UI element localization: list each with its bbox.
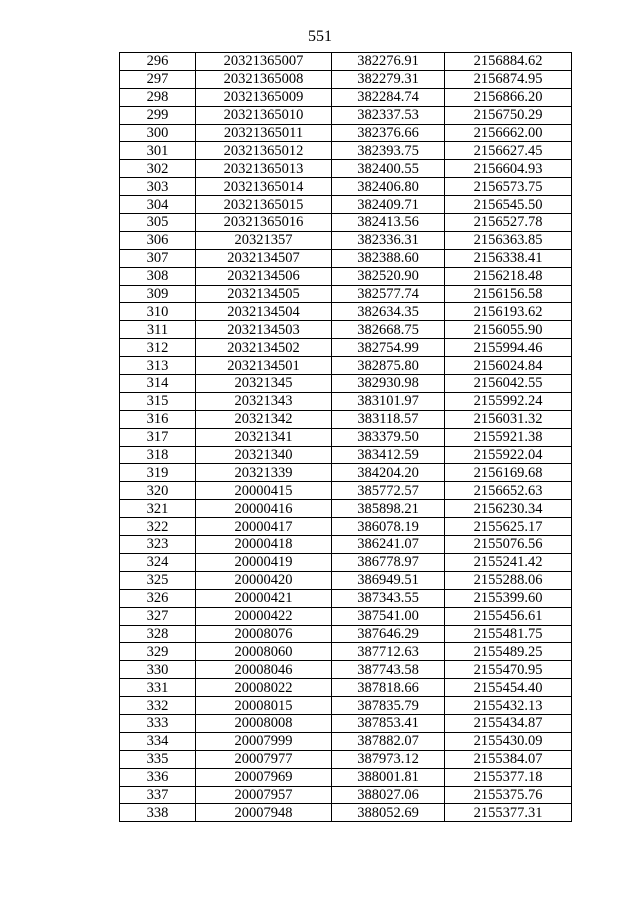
- table-row: [120, 446, 572, 464]
- point-id-cell: 20321357: [196, 231, 332, 249]
- y-coordinate-cell: 2156031.32: [445, 410, 572, 428]
- y-coordinate-cell: 2156338.41: [445, 249, 572, 267]
- y-coordinate-cell: 2156193.62: [445, 303, 572, 321]
- y-coordinate-cell: 2155241.42: [445, 553, 572, 571]
- x-coordinate-cell: 388001.81: [332, 768, 445, 786]
- point-id-cell: 20321365013: [196, 160, 332, 178]
- table-row: [120, 518, 572, 536]
- point-id-cell: 2032134501: [196, 357, 332, 375]
- table-row: [120, 214, 572, 232]
- point-number-cell: 296: [120, 53, 196, 71]
- y-coordinate-cell: 2156604.93: [445, 160, 572, 178]
- point-number-cell: 311: [120, 321, 196, 339]
- y-coordinate-cell: 2156866.20: [445, 88, 572, 106]
- x-coordinate-cell: 387541.00: [332, 607, 445, 625]
- x-coordinate-cell: 382875.80: [332, 357, 445, 375]
- x-coordinate-cell: 382520.90: [332, 267, 445, 285]
- table-row: [120, 53, 572, 71]
- point-id-cell: 20321365008: [196, 70, 332, 88]
- point-id-cell: 2032134504: [196, 303, 332, 321]
- point-id-cell: 20008008: [196, 714, 332, 732]
- y-coordinate-cell: 2156169.68: [445, 464, 572, 482]
- table-row: [120, 553, 572, 571]
- page-number: 551: [308, 28, 332, 45]
- point-id-cell: 20007957: [196, 786, 332, 804]
- point-number-cell: 324: [120, 553, 196, 571]
- x-coordinate-cell: 386241.07: [332, 536, 445, 554]
- x-coordinate-cell: 382754.99: [332, 339, 445, 357]
- y-coordinate-cell: 2155470.95: [445, 661, 572, 679]
- table-row: [120, 160, 572, 178]
- y-coordinate-cell: 2155922.04: [445, 446, 572, 464]
- y-coordinate-cell: 2156230.34: [445, 500, 572, 518]
- point-number-cell: 307: [120, 249, 196, 267]
- y-coordinate-cell: 2155992.24: [445, 392, 572, 410]
- x-coordinate-cell: 382336.31: [332, 231, 445, 249]
- point-id-cell: 20008060: [196, 643, 332, 661]
- table-row: [120, 106, 572, 124]
- point-number-cell: 309: [120, 285, 196, 303]
- table-row: [120, 392, 572, 410]
- y-coordinate-cell: 2155076.56: [445, 536, 572, 554]
- table-row: [120, 786, 572, 804]
- y-coordinate-cell: 2155377.18: [445, 768, 572, 786]
- table-row: [120, 679, 572, 697]
- point-id-cell: 20000420: [196, 571, 332, 589]
- point-number-cell: 333: [120, 714, 196, 732]
- point-id-cell: 2032134506: [196, 267, 332, 285]
- y-coordinate-cell: 2155921.38: [445, 428, 572, 446]
- point-number-cell: 310: [120, 303, 196, 321]
- y-coordinate-cell: 2156218.48: [445, 267, 572, 285]
- point-id-cell: 20000415: [196, 482, 332, 500]
- point-id-cell: 20000416: [196, 500, 332, 518]
- x-coordinate-cell: 382668.75: [332, 321, 445, 339]
- x-coordinate-cell: 388027.06: [332, 786, 445, 804]
- point-id-cell: 20321365009: [196, 88, 332, 106]
- y-coordinate-cell: 2155454.40: [445, 679, 572, 697]
- point-number-cell: 329: [120, 643, 196, 661]
- table-row: [120, 196, 572, 214]
- y-coordinate-cell: 2155288.06: [445, 571, 572, 589]
- point-id-cell: 20321340: [196, 446, 332, 464]
- point-number-cell: 305: [120, 214, 196, 232]
- y-coordinate-cell: 2155456.61: [445, 607, 572, 625]
- y-coordinate-cell: 2155399.60: [445, 589, 572, 607]
- y-coordinate-cell: 2155481.75: [445, 625, 572, 643]
- table-row: [120, 661, 572, 679]
- point-number-cell: 314: [120, 375, 196, 393]
- point-number-cell: 331: [120, 679, 196, 697]
- point-id-cell: 20008015: [196, 697, 332, 715]
- x-coordinate-cell: 382376.66: [332, 124, 445, 142]
- y-coordinate-cell: 2156055.90: [445, 321, 572, 339]
- point-id-cell: 20321345: [196, 375, 332, 393]
- table-row: [120, 142, 572, 160]
- y-coordinate-cell: 2156545.50: [445, 196, 572, 214]
- x-coordinate-cell: 386949.51: [332, 571, 445, 589]
- table-row: [120, 231, 572, 249]
- table-row: [120, 714, 572, 732]
- point-number-cell: 325: [120, 571, 196, 589]
- x-coordinate-cell: 383118.57: [332, 410, 445, 428]
- x-coordinate-cell: 387712.63: [332, 643, 445, 661]
- x-coordinate-cell: 382577.74: [332, 285, 445, 303]
- point-id-cell: 20000421: [196, 589, 332, 607]
- x-coordinate-cell: 386778.97: [332, 553, 445, 571]
- x-coordinate-cell: 385898.21: [332, 500, 445, 518]
- point-number-cell: 316: [120, 410, 196, 428]
- point-id-cell: 2032134502: [196, 339, 332, 357]
- y-coordinate-cell: 2155432.13: [445, 697, 572, 715]
- coordinates-table: [119, 52, 572, 822]
- point-number-cell: 323: [120, 536, 196, 554]
- point-id-cell: 20008046: [196, 661, 332, 679]
- point-id-cell: 20321341: [196, 428, 332, 446]
- coordinates-table-body: [120, 53, 572, 822]
- point-number-cell: 330: [120, 661, 196, 679]
- point-id-cell: 20000419: [196, 553, 332, 571]
- y-coordinate-cell: 2155377.31: [445, 804, 572, 822]
- point-number-cell: 328: [120, 625, 196, 643]
- x-coordinate-cell: 387743.58: [332, 661, 445, 679]
- point-id-cell: 2032134507: [196, 249, 332, 267]
- point-id-cell: 20007948: [196, 804, 332, 822]
- x-coordinate-cell: 387835.79: [332, 697, 445, 715]
- point-number-cell: 337: [120, 786, 196, 804]
- x-coordinate-cell: 387646.29: [332, 625, 445, 643]
- point-id-cell: 20000417: [196, 518, 332, 536]
- table-row: [120, 88, 572, 106]
- point-id-cell: 20321365016: [196, 214, 332, 232]
- point-number-cell: 319: [120, 464, 196, 482]
- point-id-cell: 20321339: [196, 464, 332, 482]
- table-row: [120, 732, 572, 750]
- y-coordinate-cell: 2156750.29: [445, 106, 572, 124]
- y-coordinate-cell: 2156662.00: [445, 124, 572, 142]
- point-number-cell: 304: [120, 196, 196, 214]
- table-row: [120, 321, 572, 339]
- x-coordinate-cell: 387343.55: [332, 589, 445, 607]
- table-row: [120, 285, 572, 303]
- table-row: [120, 804, 572, 822]
- point-number-cell: 326: [120, 589, 196, 607]
- point-number-cell: 297: [120, 70, 196, 88]
- x-coordinate-cell: 382634.35: [332, 303, 445, 321]
- point-number-cell: 335: [120, 750, 196, 768]
- x-coordinate-cell: 387973.12: [332, 750, 445, 768]
- table-row: [120, 589, 572, 607]
- point-id-cell: 20321343: [196, 392, 332, 410]
- x-coordinate-cell: 382393.75: [332, 142, 445, 160]
- point-number-cell: 298: [120, 88, 196, 106]
- table-row: [120, 571, 572, 589]
- table-row: [120, 410, 572, 428]
- x-coordinate-cell: 387882.07: [332, 732, 445, 750]
- point-id-cell: 20007999: [196, 732, 332, 750]
- y-coordinate-cell: 2155430.09: [445, 732, 572, 750]
- point-number-cell: 334: [120, 732, 196, 750]
- table-row: [120, 536, 572, 554]
- x-coordinate-cell: 382406.80: [332, 178, 445, 196]
- point-number-cell: 306: [120, 231, 196, 249]
- point-id-cell: 20321365014: [196, 178, 332, 196]
- y-coordinate-cell: 2156884.62: [445, 53, 572, 71]
- point-number-cell: 336: [120, 768, 196, 786]
- x-coordinate-cell: 383379.50: [332, 428, 445, 446]
- table-row: [120, 249, 572, 267]
- point-id-cell: 20321365012: [196, 142, 332, 160]
- table-row: [120, 70, 572, 88]
- table-row: [120, 500, 572, 518]
- point-number-cell: 303: [120, 178, 196, 196]
- y-coordinate-cell: 2156363.85: [445, 231, 572, 249]
- point-number-cell: 317: [120, 428, 196, 446]
- table-row: [120, 750, 572, 768]
- point-id-cell: 20008076: [196, 625, 332, 643]
- x-coordinate-cell: 386078.19: [332, 518, 445, 536]
- point-id-cell: 2032134503: [196, 321, 332, 339]
- table-row: [120, 267, 572, 285]
- table-row: [120, 178, 572, 196]
- x-coordinate-cell: 385772.57: [332, 482, 445, 500]
- point-number-cell: 308: [120, 267, 196, 285]
- table-row: [120, 357, 572, 375]
- point-number-cell: 312: [120, 339, 196, 357]
- x-coordinate-cell: 382284.74: [332, 88, 445, 106]
- point-number-cell: 332: [120, 697, 196, 715]
- table-row: [120, 607, 572, 625]
- table-row: [120, 768, 572, 786]
- point-id-cell: 20000422: [196, 607, 332, 625]
- table-row: [120, 697, 572, 715]
- y-coordinate-cell: 2156627.45: [445, 142, 572, 160]
- y-coordinate-cell: 2155434.87: [445, 714, 572, 732]
- x-coordinate-cell: 382388.60: [332, 249, 445, 267]
- y-coordinate-cell: 2156527.78: [445, 214, 572, 232]
- y-coordinate-cell: 2155384.07: [445, 750, 572, 768]
- y-coordinate-cell: 2155375.76: [445, 786, 572, 804]
- table-row: [120, 124, 572, 142]
- y-coordinate-cell: 2156573.75: [445, 178, 572, 196]
- x-coordinate-cell: 387818.66: [332, 679, 445, 697]
- table-row: [120, 482, 572, 500]
- point-id-cell: 20321365011: [196, 124, 332, 142]
- point-number-cell: 318: [120, 446, 196, 464]
- table-row: [120, 339, 572, 357]
- point-id-cell: 20321342: [196, 410, 332, 428]
- y-coordinate-cell: 2155625.17: [445, 518, 572, 536]
- y-coordinate-cell: 2156156.58: [445, 285, 572, 303]
- point-number-cell: 338: [120, 804, 196, 822]
- point-number-cell: 315: [120, 392, 196, 410]
- point-id-cell: 20321365010: [196, 106, 332, 124]
- y-coordinate-cell: 2155994.46: [445, 339, 572, 357]
- table-row: [120, 643, 572, 661]
- point-number-cell: 320: [120, 482, 196, 500]
- y-coordinate-cell: 2156874.95: [445, 70, 572, 88]
- point-id-cell: 20321365015: [196, 196, 332, 214]
- x-coordinate-cell: 382279.31: [332, 70, 445, 88]
- x-coordinate-cell: 387853.41: [332, 714, 445, 732]
- x-coordinate-cell: 382276.91: [332, 53, 445, 71]
- table-row: [120, 303, 572, 321]
- point-id-cell: 20321365007: [196, 53, 332, 71]
- point-id-cell: 20000418: [196, 536, 332, 554]
- x-coordinate-cell: 382930.98: [332, 375, 445, 393]
- point-id-cell: 2032134505: [196, 285, 332, 303]
- x-coordinate-cell: 382400.55: [332, 160, 445, 178]
- point-number-cell: 299: [120, 106, 196, 124]
- x-coordinate-cell: 383101.97: [332, 392, 445, 410]
- table-row: [120, 375, 572, 393]
- point-id-cell: 20008022: [196, 679, 332, 697]
- point-number-cell: 313: [120, 357, 196, 375]
- x-coordinate-cell: 388052.69: [332, 804, 445, 822]
- point-number-cell: 302: [120, 160, 196, 178]
- x-coordinate-cell: 384204.20: [332, 464, 445, 482]
- y-coordinate-cell: 2156042.55: [445, 375, 572, 393]
- x-coordinate-cell: 382337.53: [332, 106, 445, 124]
- x-coordinate-cell: 383412.59: [332, 446, 445, 464]
- table-row: [120, 464, 572, 482]
- point-number-cell: 300: [120, 124, 196, 142]
- point-id-cell: 20007977: [196, 750, 332, 768]
- point-id-cell: 20007969: [196, 768, 332, 786]
- point-number-cell: 327: [120, 607, 196, 625]
- y-coordinate-cell: 2155489.25: [445, 643, 572, 661]
- y-coordinate-cell: 2156024.84: [445, 357, 572, 375]
- x-coordinate-cell: 382409.71: [332, 196, 445, 214]
- x-coordinate-cell: 382413.56: [332, 214, 445, 232]
- y-coordinate-cell: 2156652.63: [445, 482, 572, 500]
- point-number-cell: 321: [120, 500, 196, 518]
- table-row: [120, 625, 572, 643]
- point-number-cell: 301: [120, 142, 196, 160]
- table-row: [120, 428, 572, 446]
- point-number-cell: 322: [120, 518, 196, 536]
